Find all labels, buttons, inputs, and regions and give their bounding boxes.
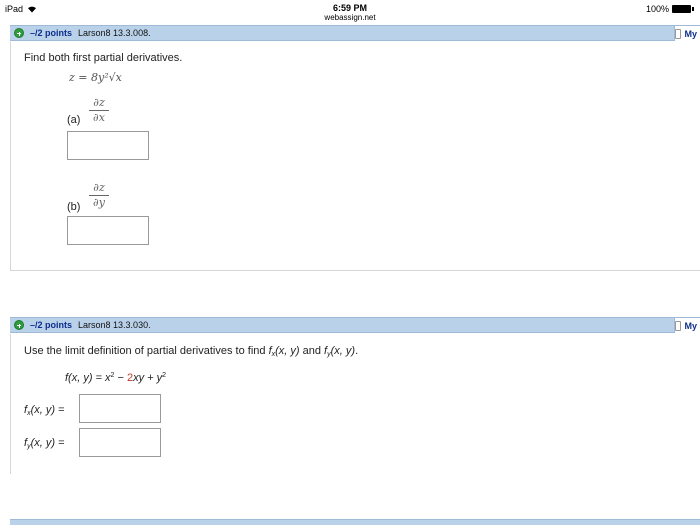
question-2-prompt [24, 345, 358, 358]
prompt-end: . [355, 345, 359, 357]
my-notes-label: My [684, 320, 697, 331]
part-a-label: (a) [67, 114, 81, 126]
func-xy-term: xy + y [133, 372, 163, 384]
question-1-prompt: Find both first partial derivatives. [24, 52, 183, 64]
question-2-header [10, 317, 700, 333]
part-a-numerator: ∂z [93, 96, 105, 109]
part-a-denominator: ∂x [93, 111, 105, 124]
battery-icon [672, 5, 694, 13]
notes-icon [675, 29, 681, 39]
fy-label-symbol: f [24, 437, 28, 449]
question-1-reference: Larson8 13.3.008. [78, 28, 151, 38]
prompt-text: Use the limit definition of partial derivatives to find [24, 345, 269, 357]
question-2-reference: Larson8 13.3.030. [78, 320, 151, 330]
part-b-fraction [89, 182, 109, 209]
fy-answer-input[interactable] [79, 428, 161, 457]
question-2-points: –/2 points [30, 320, 73, 330]
func-lhs: f(x, y) = x [65, 372, 111, 384]
fx-label-tail: (x, y) = [30, 404, 65, 416]
fy-subscript: y [327, 351, 331, 358]
question-1-header [10, 25, 700, 41]
fx-label [24, 404, 64, 417]
part-b-answer-input[interactable] [67, 216, 149, 245]
url-display[interactable]: webassign.net [324, 13, 376, 22]
fx-label-subscript: x [27, 410, 31, 417]
question-1-equation: z = 8y²√x [69, 71, 122, 84]
part-a-fraction [89, 97, 109, 124]
fy-args: (x, y) [330, 345, 356, 357]
device-name: iPad [5, 4, 24, 14]
func-coefficient: 2 [126, 372, 134, 384]
question-2-body [10, 334, 700, 474]
my-notes-label: My [684, 28, 697, 39]
func-exp2: 2 [162, 372, 167, 379]
fx-answer-input[interactable] [79, 394, 161, 423]
fx-label-symbol: f [24, 404, 28, 416]
fx-subscript: x [271, 351, 276, 358]
question-1-my-notes-button[interactable] [674, 26, 700, 41]
part-b-denominator: ∂y [93, 196, 105, 209]
part-a-answer-input[interactable] [67, 131, 149, 160]
question-2-my-notes-button[interactable] [674, 318, 700, 333]
status-right [646, 4, 694, 14]
expand-plus-icon[interactable] [14, 28, 24, 38]
fy-label-subscript: y [27, 443, 31, 450]
prompt-and: and [299, 345, 325, 357]
fy-label [24, 437, 64, 450]
fx-args: (x, y) [275, 345, 300, 357]
part-b-label: (b) [67, 201, 81, 213]
battery-percent: 100% [645, 4, 669, 14]
question-1-body [10, 42, 700, 271]
func-minus: − [114, 372, 127, 384]
func-exp1: 2 [110, 372, 115, 379]
notes-icon [675, 321, 681, 331]
part-b-numerator: ∂z [93, 181, 105, 194]
fy-symbol: f [324, 345, 328, 357]
next-question-header [10, 519, 700, 525]
fy-label-tail: (x, y) = [30, 437, 65, 449]
clock: 6:59 PM [332, 3, 367, 13]
question-1-points: –/2 points [30, 28, 73, 38]
expand-plus-icon[interactable] [14, 320, 24, 330]
status-center [0, 3, 700, 23]
status-bar [0, 0, 700, 24]
fx-symbol: f [268, 345, 272, 357]
function-definition [65, 372, 166, 384]
